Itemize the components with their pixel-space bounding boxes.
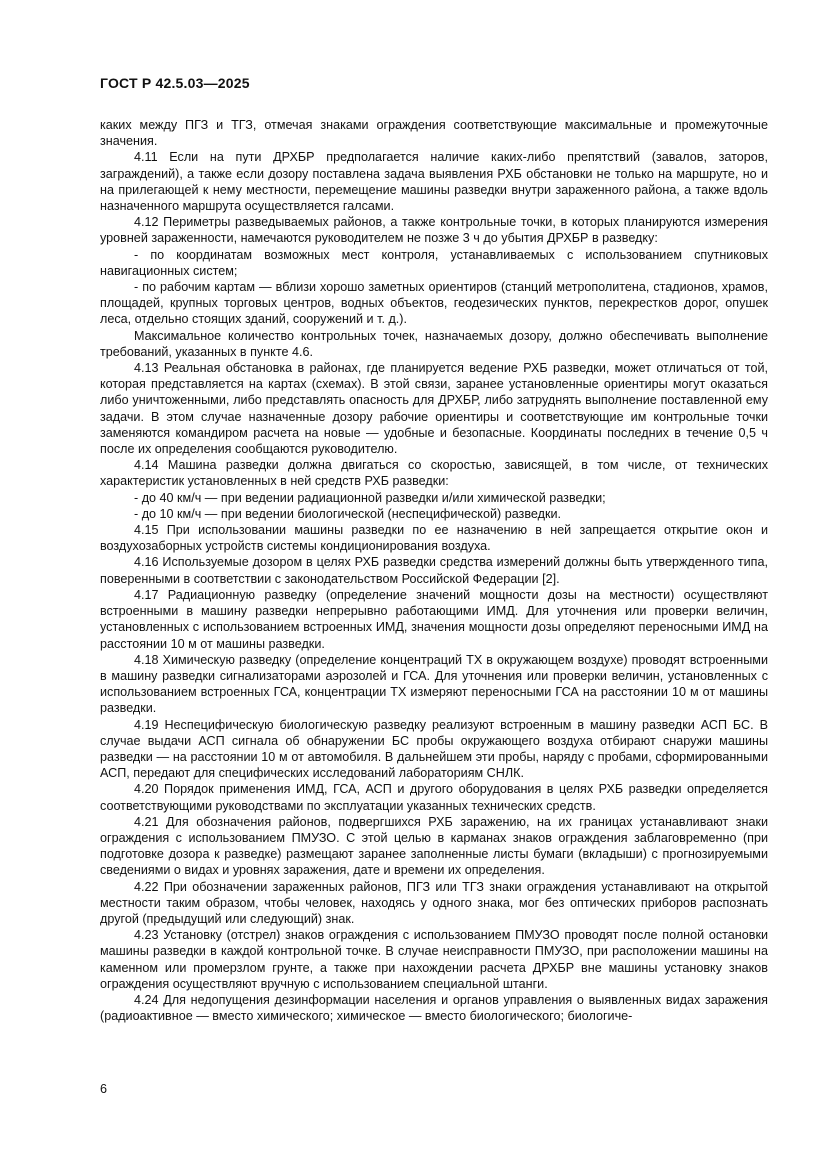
document-body [100,117,768,1024]
paragraph-4-21: 4.21 Для обозначения районов, подвергшихся РХБ заражению, на их границах устанавливают знаки ограждения с использованием ПМУЗО. С этой целью в карманах знаков ограждения заблаговременно (при подготовке дозора к разведке) размещают заранее заполненные листы бумаги (вкладыши) с прогнозируемыми сведениями о видах и уровнях заражения, дате и времени их определения. [100,814,768,878]
paragraph-4-22: 4.22 При обозначении зараженных районов, ПГЗ или ТГЗ знаки ограждения устанавливают на открытой местности таким образом, чтобы человек, находясь у одного знака, мог без оптических приборов распознать другой (предыдущий или следующий) знак. [100,879,768,926]
paragraph-4-18: 4.18 Химическую разведку (определение концентраций ТХ в окружающем воздухе) проводят встроенными в машину разведки сигнализаторами аэрозолей и ГСА. Для уточнения или проверки величин, установленных с использованием встроенных ГСА, концентрации ТХ измеряют переносными ГСА на расстоянии 10 м от машины разведки. [100,652,768,716]
paragraph-4-23: 4.23 Установку (отстрел) знаков ограждения с использованием ПМУЗО проводят после полной остановки машины разведки в каждой контрольной точке. В случае неисправности ПМУЗО, при расположении машины на каменном или промерзлом грунте, а также при нахождении расчета ДРХБР вне машины установку знаков ограждения осуществляют вручную с использованием специальной штанги. [100,928,768,991]
paragraph-4-17: 4.17 Радиационную разведку (определение значений мощности дозы на местности) осуществляют встроенными в машину разведки непрерывно работающими ИМД. Для уточнения или проверки величин, установленных с использованием встроенных ИМД, значения мощности дозы определяют переносными ИМД на расстоянии 10 м от машины разведки. [100,587,768,651]
paragraph-4-11: 4.11 Если на пути ДРХБР предполагается наличие каких-либо препятствий (завалов, заторов, заграждений), а также если дозору поставлена задача выявления РХБ обстановки не только на маршруте, но и на прилегающей к нему местности, перемещение машины разведки внутри зараженного района, а также вдоль назначенного маршрута осуществляется галсами. [100,150,768,214]
list-item-speed-10: - до 10 км/ч — при ведении биологической (неспецифической) разведки. [134,506,562,521]
list-item-speed-40: - до 40 км/ч — при ведении радиационной разведки и/или химической разведки; [134,490,606,505]
paragraph-4-12: 4.12 Периметры разведываемых районов, а также контрольные точки, в которых планируются измерения уровней зараженности, намечаются руководителем не позже 3 ч до убытия ДРХБР в разведку: [100,215,768,246]
paragraph-continued: каких между ПГЗ и ТГЗ, отмечая знаками ограждения соответствующие максимальные и промежуточные значения. [100,118,768,149]
list-item-work-maps: - по рабочим картам — вблизи хорошо заметных ориентиров (станций метрополитена, стадионов, храмов, площадей, крупных торговых центров, водных объектов, геодезических пунктов, перекрестков дорог, опушек леса, отдельно стоящих зданий, сооружений и т. д.). [100,280,768,327]
paragraph-4-13: 4.13 Реальная обстановка в районах, где планируется ведение РХБ разведки, может отличаться от той, которая представляется на картах (схемах). В этой связи, заранее установленные ориентиры могут оказаться либо уничтоженными, либо представлять опасность для ДРХБР, либо затруднять выполнение поставленной ему задачи. В этом случае назначенные дозору рабочие ориентиры и соответствующие им контрольные точки заменяются командиром расчета на новые — удобные и безопасные. Координаты последних в течение 0,5 ч после их определения сообщаются руководителю. [100,361,768,457]
paragraph-4-15: 4.15 При использовании машины разведки по ее назначению в ней запрещается открытие окон и воздухозаборных устройств системы кондиционирования воздуха. [100,523,768,554]
page-number: 6 [100,1082,108,1096]
document-header: ГОСТ Р 42.5.03—2025 [100,75,250,91]
paragraph-4-14: 4.14 Машина разведки должна двигаться со скоростью, зависящей, в том числе, от технических характеристик установленных в ней средств РХБ разведки: [100,458,768,489]
paragraph-4-19: 4.19 Неспецифическую биологическую разведку реализуют встроенным в машину разведки АСП БС. В случае выдачи АСП сигнала об обнаружении БС пробы окружающего воздуха отбирают снаружи машины разведки — на расстоянии 10 м от автомобиля. В дальнейшем эти пробы, наряду с пробами, сформированными АСП, передают для специфических исследований лабораториям СНЛК. [100,717,768,781]
paragraph-4-16: 4.16 Используемые дозором в целях РХБ разведки средства измерений должны быть утвержденного типа, поверенными в соответствии с законодательством Российской Федерации [2]. [100,555,768,586]
paragraph-4-24: 4.24 Для недопущения дезинформации населения и органов управления о выявленных видах заражения (радиоактивное — вместо химического; химическое — вместо биологического; биологиче- [100,992,768,1024]
paragraph-max-control-points: Максимальное количество контрольных точек, назначаемых дозору, должно обеспечивать выполнение требований, указанных в пункте 4.6. [100,328,768,359]
paragraph-4-20: 4.20 Порядок применения ИМД, ГСА, АСП и другого оборудования в целях РХБ разведки определяется соответствующими руководствами по эксплуатации указанных технических средств. [100,782,768,813]
list-item-coordinates: - по координатам возможных мест контроля, устанавливаемых с использованием спутниковых навигационных систем; [100,247,768,278]
